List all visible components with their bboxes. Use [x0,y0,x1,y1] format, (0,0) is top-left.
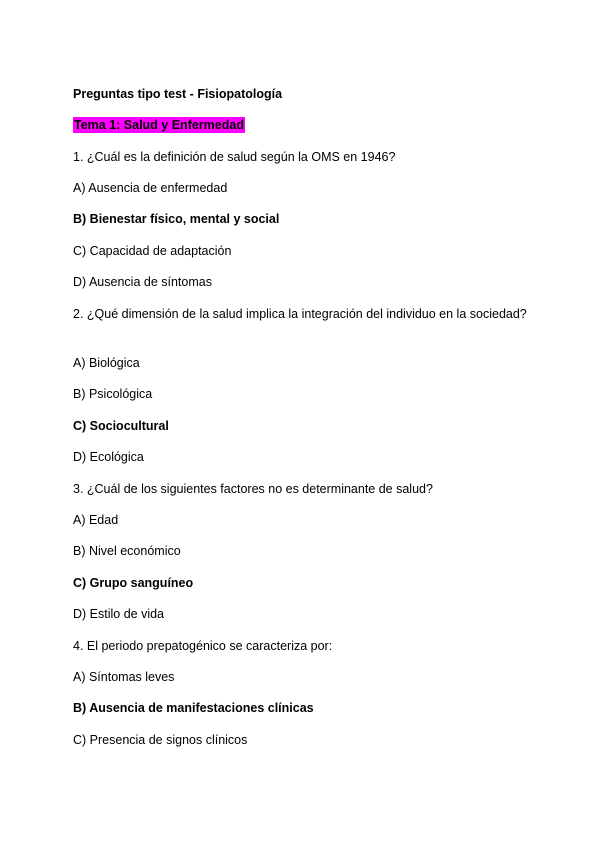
question-3-option-c-correct: C) Grupo sanguíneo [73,576,194,590]
question-3-option-a: A) Edad [73,513,119,527]
question-3-text: 3. ¿Cuál de los siguientes factores no es determinante de salud? [73,482,433,496]
question-2-text: 2. ¿Qué dimensión de la salud implica la integración del individuo en la sociedad? [73,307,527,321]
question-1-option-b-correct: B) Bienestar físico, mental y social [73,212,280,226]
question-1-option-a: A) Ausencia de enfermedad [73,181,228,195]
question-1-option-d: D) Ausencia de síntomas [73,275,212,289]
question-2-option-a: A) Biológica [73,356,140,370]
question-1-text: 1. ¿Cuál es la definición de salud según la OMS en 1946? [73,150,396,164]
question-2-option-b: B) Psicológica [73,387,153,401]
question-2-option-d: D) Ecológica [73,450,144,464]
question-2-option-c-correct: C) Sociocultural [73,419,169,433]
question-3-option-d: D) Estilo de vida [73,607,165,621]
question-4-option-b-correct: B) Ausencia de manifestaciones clínicas [73,701,314,715]
document-title: Preguntas tipo test - Fisiopatología [73,87,283,101]
question-4-text: 4. El periodo prepatogénico se caracteriza por: [73,639,333,653]
question-4-option-c: C) Presencia de signos clínicos [73,733,248,747]
question-4-option-a: A) Síntomas leves [73,670,175,684]
question-1-option-c: C) Capacidad de adaptación [73,244,232,258]
question-3-option-b: B) Nivel económico [73,544,181,558]
section-heading-highlight: Tema 1: Salud y Enfermedad [74,118,244,132]
section-heading [73,117,533,134]
